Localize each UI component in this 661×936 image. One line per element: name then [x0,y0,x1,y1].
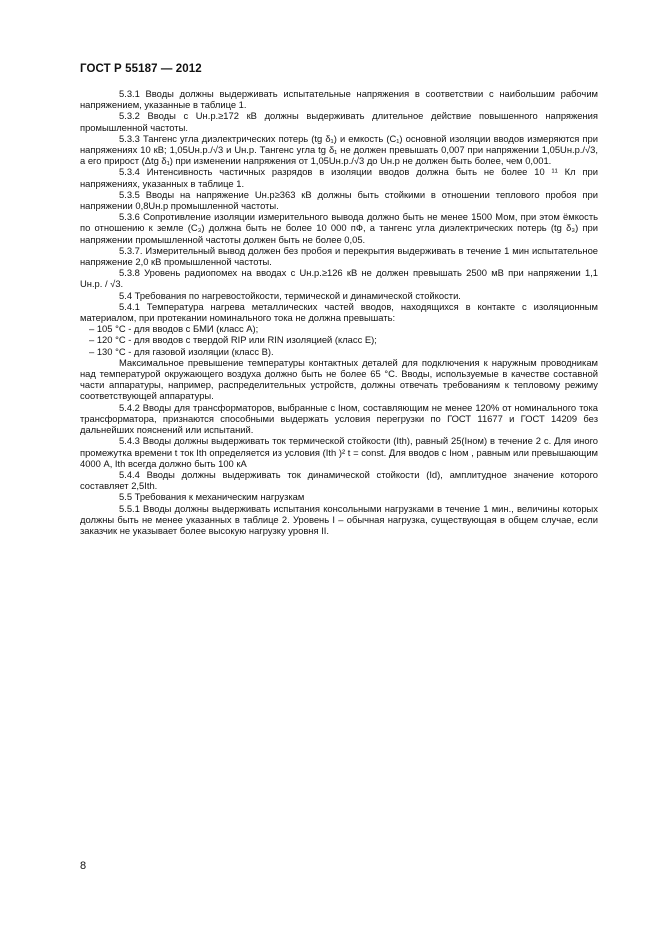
paragraph-5-3-5: 5.3.5 Вводы на напряжение Uн.р≥363 кВ должны быть стойкими в отношении теплового пробоя при напряжении 0,8Uн.р промышленной частоты. [80,188,598,212]
paragraph-5-3-2: 5.3.2 Вводы с Uн.р.≥172 кВ должны выдерживать длительное действие повышенного напряжения промышленной частоты. [80,110,598,133]
paragraph-5-4-2: 5.4.2 Вводы для трансформаторов, выбранные с Iном, составляющим не менее 120% от номинального тока трансформатора, признаются способными выдержать условия перегрузки по ГОСТ 11677 и ГОСТ 14209 без дальнейших пояснений или испытаний. [80,401,598,436]
document-body [80,88,598,536]
document-header: ГОСТ Р 55187 — 2012 [80,63,202,75]
paragraph-5-3-3: 5.3.3 Тангенс угла диэлектрических потерь (tg δ₁) и емкость (C₁) основной изоляции вводов измеряются при напряжениях 10 кВ; 1,05Uн.р./√3 и Uн.р. Тангенс угла tg δ₁ не должен превышать 0,007 при напряжении 1,05Uн.р./√3, а его прирост (Δtg δ₁) при изменении напряжения от 1,05Uн.р./√3 до Uн.р не должен быть более, чем 0,001. [80,132,598,167]
paragraph-5-4-3: 5.4.3 Вводы должны выдерживать ток термической стойкости (Ith), равный 25(Iном) в течение 2 с. Для иного промежутка времени t ток Ith определяется из условия (Ith )² t = const. Для вводов с Iном , равным или превышающим 4000 А, Ith всегда должно быть 100 кА [80,435,598,469]
list-item: – 130 °C - для газовой изоляции (класс В). [89,345,274,357]
paragraph-5-4-1: 5.4.1 Температура нагрева металлических частей вводов, находящихся в контакте с изоляционным материалом, при протекании номинального тока не должна превышать: [80,300,598,324]
paragraph-max-temperature: Максимальное превышение температуры контактных деталей для подключения к наружным проводникам над температурой окружающего воздуха должно быть не более 65 °С. Вводы, используемые в качестве составной части аппаратуры, например, распределительных устройств, должны отвечать требованиям к тепловому режиму соответствующей аппаратуры. [80,356,598,402]
paragraph-5-3-7: 5.3.7. Измерительный вывод должен без пробоя и перекрытия выдерживать в течение 1 мин испытательное напряжение 2,0 кВ промышленной частоты. [80,244,598,268]
paragraph-5-4-4: 5.4.4 Вводы должны выдерживать ток динамической стойкости (Id), амплитудное значение которого составляет 2,5Ith. [80,468,598,492]
paragraph-5-3-8: 5.3.8 Уровень радиопомех на вводах с Uн.р.≥126 кВ не должен превышать 2500 мВ при напряжении 1,1 Uн.р. / √3. [80,267,598,290]
section-5-4-heading: 5.4 Требования по нагревостойкости, термической и динамической стойкости. [119,289,461,301]
paragraph-5-5-1: 5.5.1 Вводы должны выдерживать испытания консольными нагрузками в течение 1 мин., величины которых должны быть не менее указанных в таблице 2. Уровень I – обычная нагрузка, существующая в общем случае, если заказчик не указывает более высокую нагрузку уровня II. [80,502,598,536]
section-5-5-heading: 5.5 Требования к механическим нагрузкам [119,491,305,503]
paragraph-5-3-4: 5.3.4 Интенсивность частичных разрядов в изоляции вводов должна быть не более 10 ¹¹ Кл при напряжениях, указанных в таблице 1. [80,166,598,189]
list-item: – 120 °C - для вводов с твердой RIP или RIN изоляцией (класс Е); [89,334,377,346]
paragraph-5-3-1: 5.3.1 Вводы должны выдерживать испытательные напряжения в соответствии с наибольшим рабочим напряжением, указанные в таблице 1. [80,88,598,111]
page-number: 8 [80,860,87,872]
list-item: – 105 °C - для вводов с БМИ (класс А); [89,323,259,335]
paragraph-5-3-6: 5.3.6 Сопротивление изоляции измерительного вывода должно быть не менее 1500 Мом, при этом ёмкость по отношению к земле (C₃) должна быть не более 10 000 пФ, а тангенс угла диэлектрических потерь (tg δ₃) при напряжении промышленной частоты должен быть не более 0,05. [80,211,598,245]
